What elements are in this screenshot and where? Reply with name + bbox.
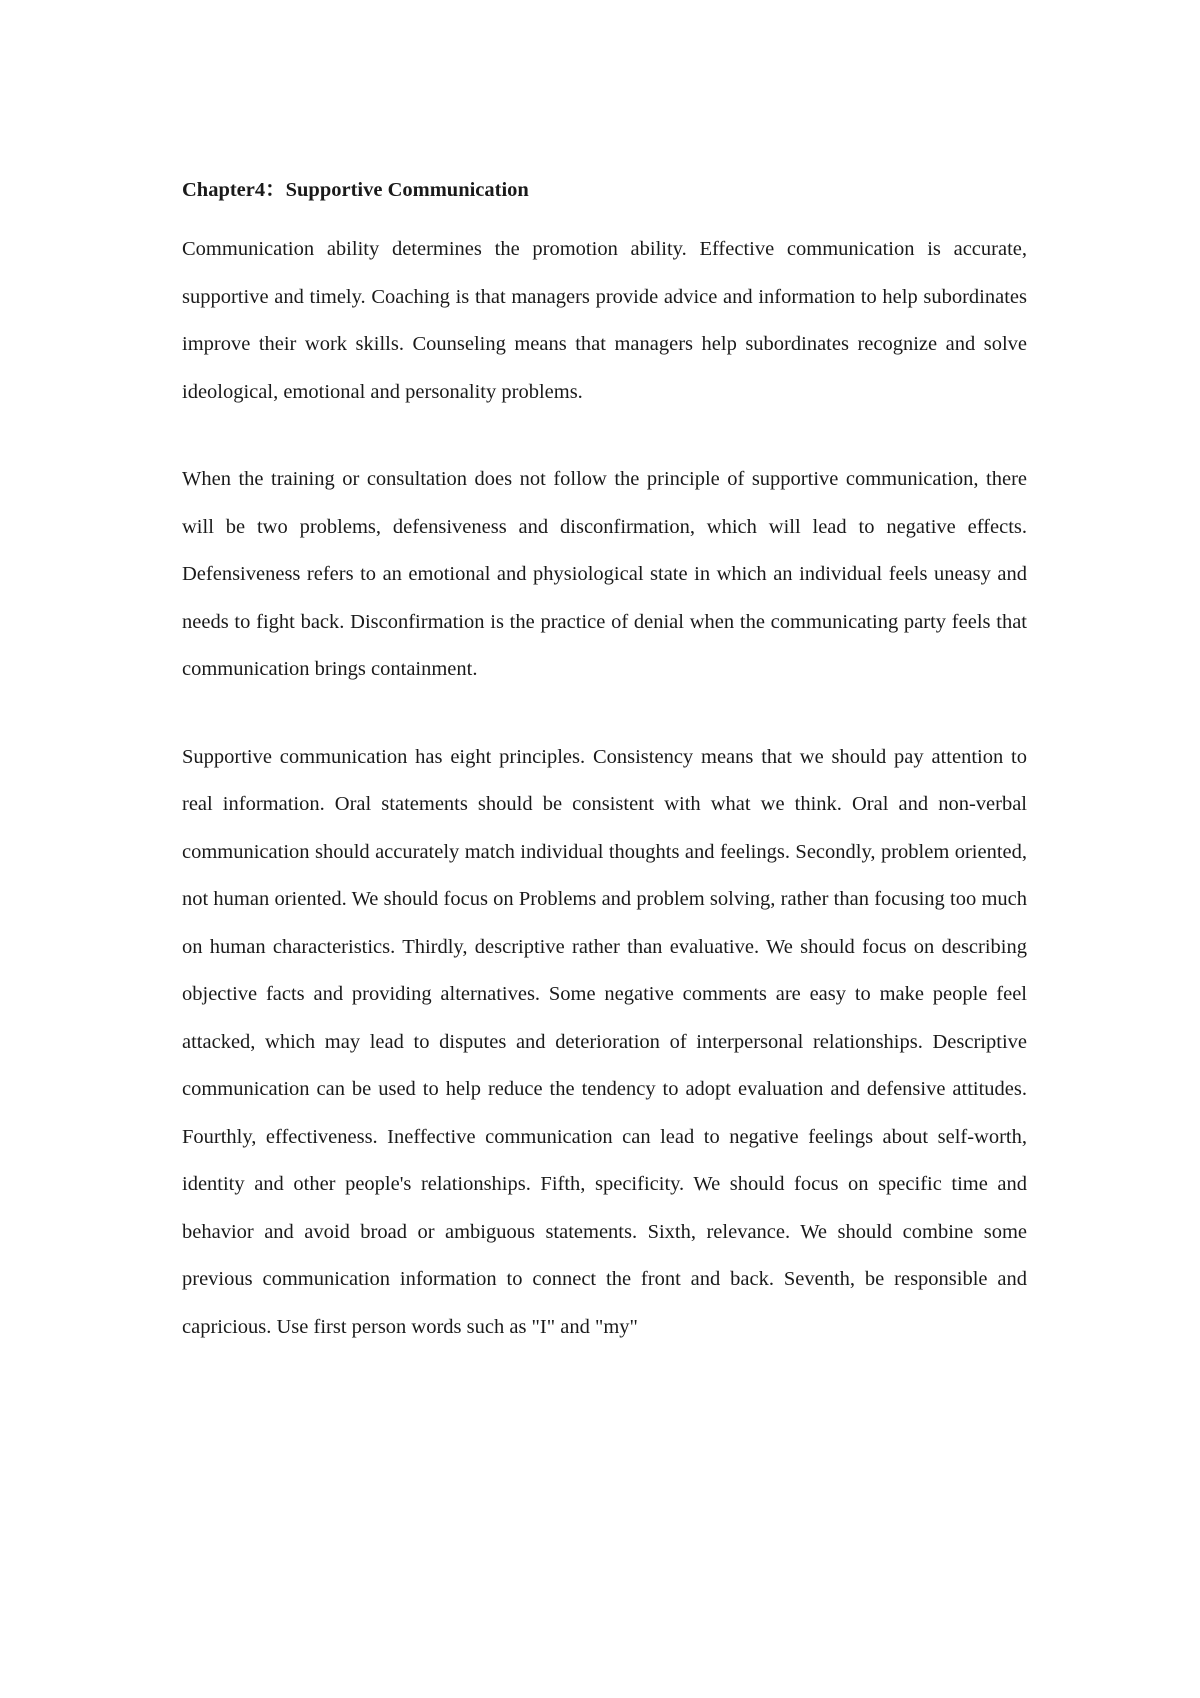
paragraph-2: When the training or consultation does not follow the principle of supportive communication, there will be two problems, defensiveness and disconfirmation, which will lead to negative effects. Defensiveness refers to an emotional and physiological state in which an individual feels uneasy and needs to fight back. Disconfirmation is the practice of denial when the communicating party feels that communication brings containment. xyxy=(182,468,1027,680)
chapter-title: Chapter4：Supportive Communication xyxy=(182,179,529,201)
paragraph-3: Supportive communication has eight principles. Consistency means that we should pay attention to real information. Oral statements should be consistent with what we think. Oral and non-verbal communication should accurately match individual thoughts and feelings. Secondly, problem oriented, not human oriented. We should focus on Problems and problem solving, rather than focusing too much on human characteristics. Thirdly, descriptive rather than evaluative. We should focus on describing objective facts and providing alternatives. Some negative comments are easy to make people feel attacked, which may lead to disputes and deterioration of interpersonal relationships. Descriptive communication can be used to help reduce the tendency to adopt evaluation and defensive attitudes. Fourthly, effectiveness. Ineffective communication can lead to negative feelings about self-worth, identity and other people's relationships. Fifth, specificity. We should focus on specific time and behavior and avoid broad or ambiguous statements. Sixth, relevance. We should combine some previous communication information to connect the front and back. Seventh, be responsible and capricious. Use first person words such as "I" and "my" xyxy=(182,745,1027,1338)
document-body xyxy=(182,176,1027,1351)
paragraph-1: Communication ability determines the promotion ability. Effective communication is accurate, supportive and timely. Coaching is that managers provide advice and information to help subordinates improve their work skills. Counseling means that managers help subordinates recognize and solve ideological, emotional and personality problems. xyxy=(182,238,1027,403)
